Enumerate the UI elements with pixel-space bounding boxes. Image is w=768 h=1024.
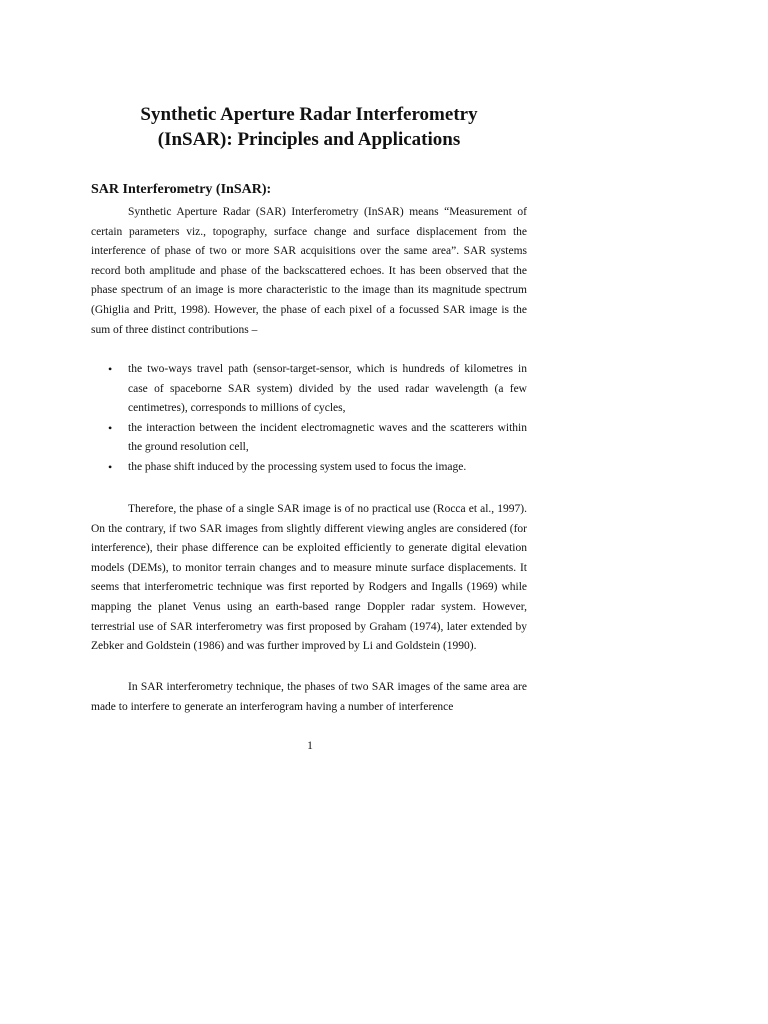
paragraph-technique-text: In SAR interferometry technique, the phases of two SAR images of the same area are made to interfere to generate an interferogram having a number of interference xyxy=(91,681,527,713)
paragraph-intro-text: Synthetic Aperture Radar (SAR) Interferometry (InSAR) means “Measurement of certain parameters viz., topography, surface change and surface displacement from the interference of phase of two or more SAR acquisitions over the same area”. SAR systems record both amplitude and phase of the backscattered echoes. It has been observed that the phase spectrum of an image is more characteristic to the image than its magnitude spectrum (Ghiglia and Pritt, 1998). However, the phase of each pixel of a focussed SAR image is the sum of three distinct contributions – xyxy=(91,206,527,336)
paragraph-history xyxy=(91,500,527,657)
paragraph-technique xyxy=(91,678,527,717)
title-line-2: (InSAR): Principles and Applications xyxy=(157,129,461,150)
bullet-text: the two-ways travel path (sensor-target-sensor, which is hundreds of kilometres in case of spaceborne SAR system) divided by the used radar wavelength (a few centimetres), corresponds to millions of cycles, xyxy=(128,363,527,415)
section-heading: SAR Interferometry (InSAR): xyxy=(91,182,272,197)
bullet-icon: • xyxy=(108,420,113,435)
title-line-1: Synthetic Aperture Radar Interferometry xyxy=(140,104,478,125)
bullet-item xyxy=(91,458,527,478)
paragraph-intro xyxy=(91,203,527,340)
document-title xyxy=(90,102,528,152)
page-number: 1 xyxy=(307,740,313,752)
bullet-item xyxy=(91,360,527,419)
bullet-list xyxy=(91,360,527,478)
bullet-item xyxy=(91,419,527,458)
bullet-icon: • xyxy=(108,459,113,474)
paragraph-history-text: Therefore, the phase of a single SAR image is of no practical use (Rocca et al., 1997). On the contrary, if two SAR images from slightly different viewing angles are considered (for interference), their phase difference can be exploited efficiently to generate digital elevation models (DEMs), to monitor terrain changes and to measure minute surface displacements. It seems that interferometric technique was first reported by Rodgers and Ingalls (1969) while mapping the planet Venus using an earth-based range Doppler radar system. However, terrestrial use of SAR interferometry was first proposed by Graham (1974), later extended by Zebker and Goldstein (1986) and was further improved by Li and Goldstein (1990). xyxy=(91,503,527,653)
bullet-icon: • xyxy=(108,362,113,376)
bullet-text: the interaction between the incident electromagnetic waves and the scatterers within the ground resolution cell, xyxy=(128,421,527,454)
bullet-text: the phase shift induced by the processing system used to focus the image. xyxy=(128,460,467,473)
